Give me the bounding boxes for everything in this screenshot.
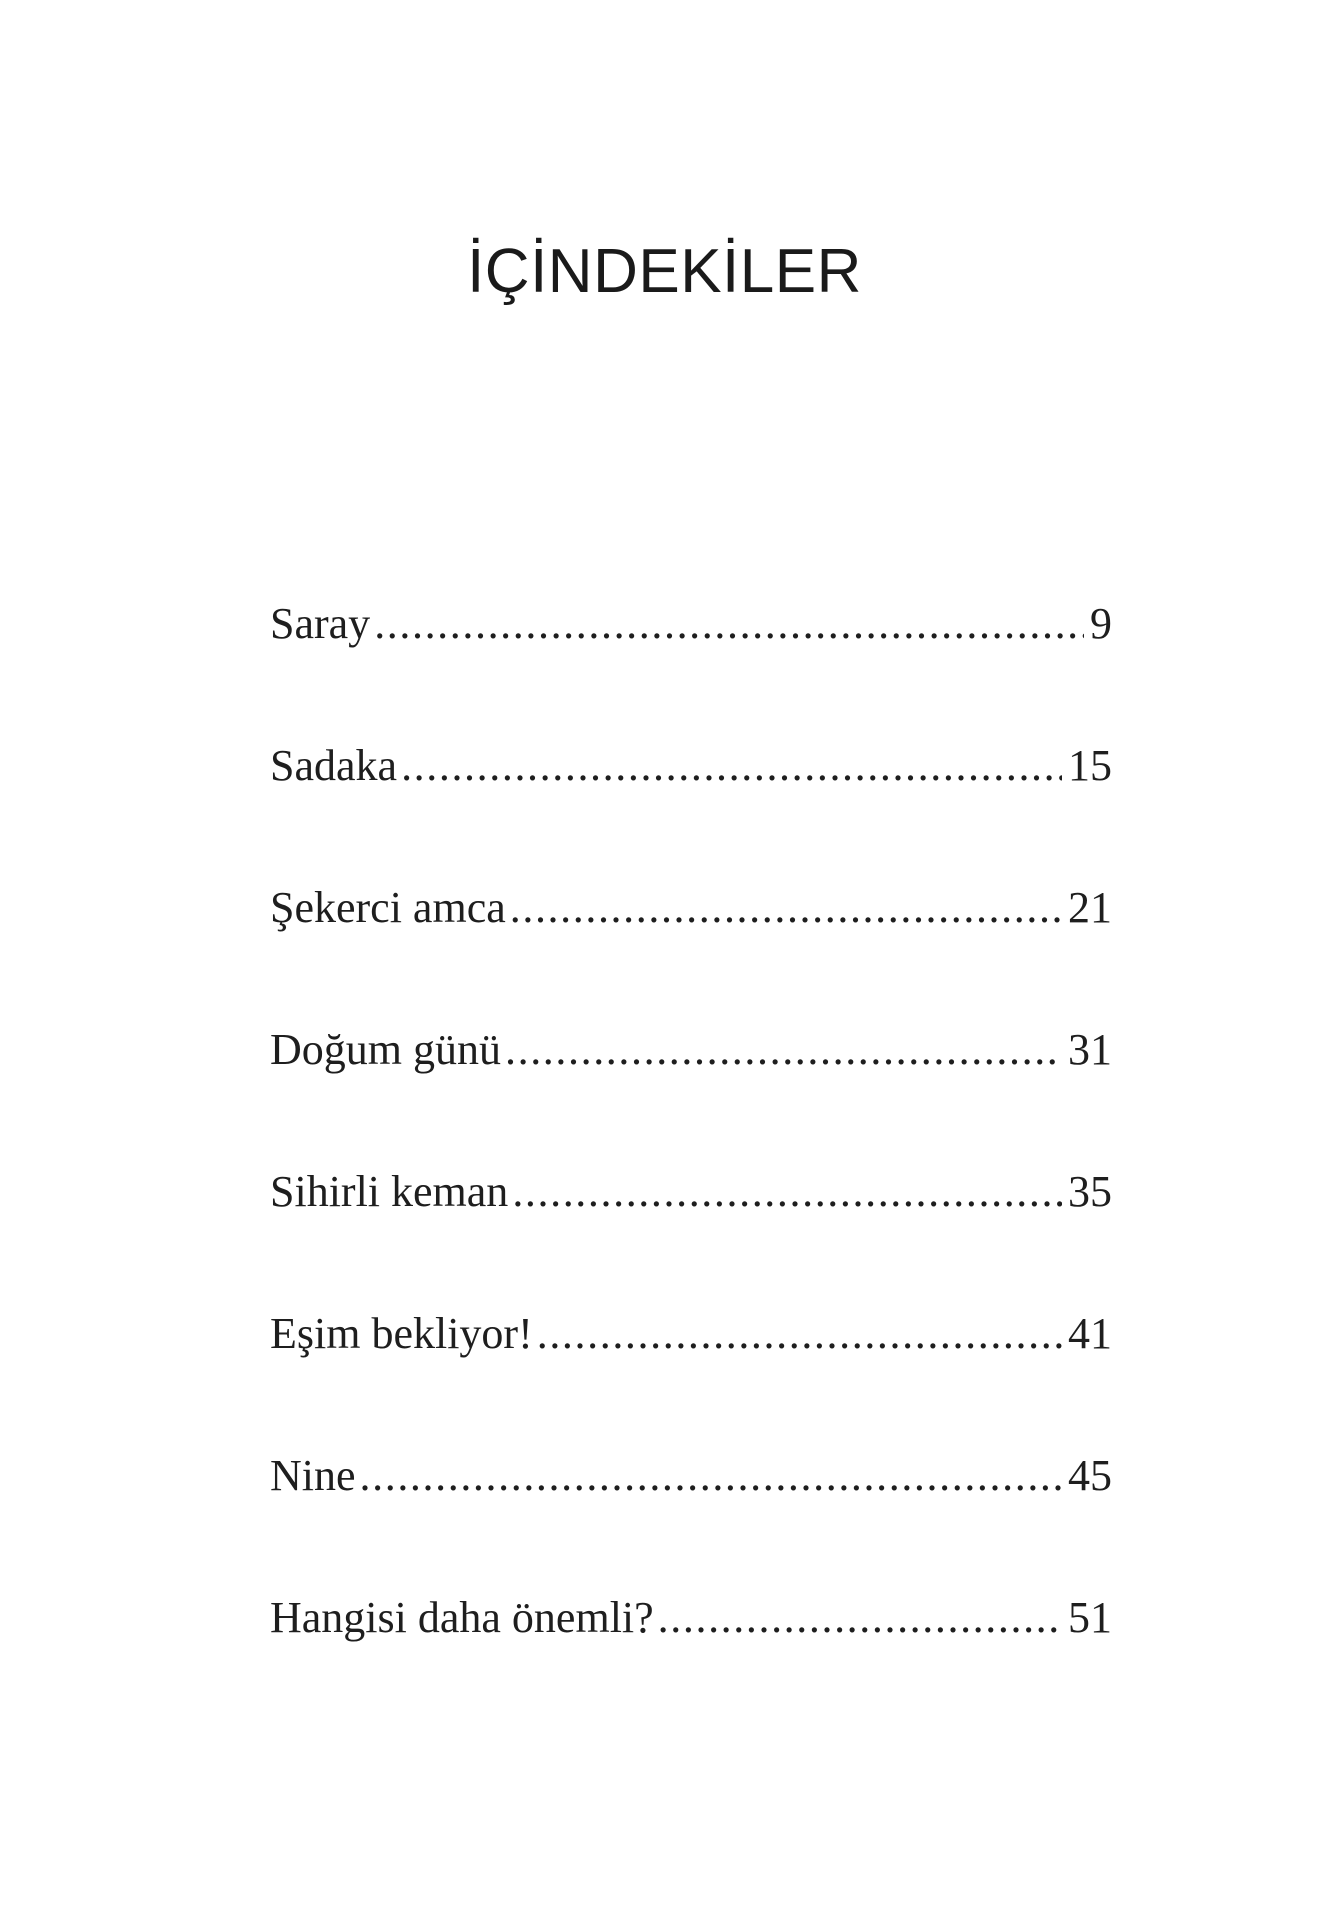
toc-entry xyxy=(270,1162,1112,1304)
toc-entry-title: Sadaka xyxy=(270,741,398,790)
toc-entry-title: Eşim bekliyor! xyxy=(270,1309,533,1358)
toc-entry-title: Doğum günü xyxy=(270,1025,501,1074)
toc-page-number: 21 xyxy=(1068,883,1112,932)
toc-page-number: 45 xyxy=(1068,1451,1112,1500)
toc-page-number: 31 xyxy=(1068,1025,1112,1074)
toc-entry-title: Saray xyxy=(270,599,371,648)
dot-leader xyxy=(512,1162,1062,1222)
toc-entry xyxy=(270,1304,1112,1446)
dot-leader xyxy=(505,1020,1062,1080)
toc-entry-title: Şekerci amca xyxy=(270,883,506,932)
toc-entry xyxy=(270,1446,1112,1588)
toc-page-number: 15 xyxy=(1068,741,1112,790)
toc-entry xyxy=(270,736,1112,878)
dot-leader xyxy=(401,736,1062,796)
toc-page-number: 35 xyxy=(1068,1167,1112,1216)
dot-leader xyxy=(374,594,1084,654)
toc-entry xyxy=(270,1588,1112,1730)
toc-entry xyxy=(270,594,1112,736)
dot-leader xyxy=(510,878,1062,938)
toc-page-number: 41 xyxy=(1068,1309,1112,1358)
dot-leader xyxy=(360,1446,1062,1506)
toc-entry xyxy=(270,878,1112,1020)
toc-entry-title: Nine xyxy=(270,1451,356,1500)
toc-entry-title: Hangisi daha önemli? xyxy=(270,1593,654,1642)
dot-leader xyxy=(537,1304,1062,1364)
toc-entry-title: Sihirli keman xyxy=(270,1167,509,1216)
toc-entry xyxy=(270,1020,1112,1162)
page-title: İÇİNDEKİLER xyxy=(467,237,862,306)
toc-page-number: 51 xyxy=(1068,1593,1112,1642)
toc-page-number: 9 xyxy=(1090,599,1112,648)
table-of-contents xyxy=(270,594,1112,1730)
dot-leader xyxy=(658,1588,1062,1648)
